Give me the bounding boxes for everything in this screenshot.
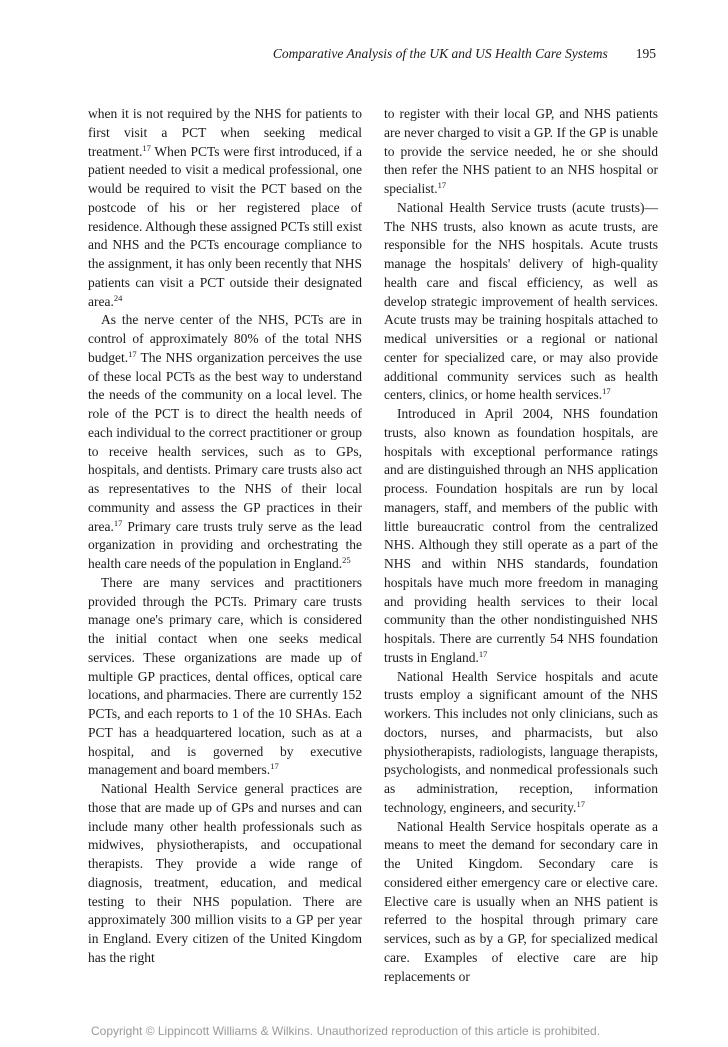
running-header [0, 46, 656, 62]
text-run: When PCTs were first introduced, if a patient needed to visit a medical professional, one would be required to visit the PCT based on the postcode of his or her registered place of residence. Although these assigned PCTs still exist and NHS and the PCTs encourage compliance to the assignment, it has only been recently that NHS patients can visit a PCT outside their designated area. [88, 143, 362, 309]
citation: 17 [142, 142, 151, 153]
text-run: National Health Service general practices are those that are made up of GPs and nurses and can include many other health professionals such as midwives, physiotherapists, and occupational therapists. They provide a wide range of diagnosis, treatment, education, and medical testing to their NHS population. There are approximately 300 million visits to a GP per year in England. Every citizen of the United Kingdom has the right [88, 781, 362, 965]
text-run: National Health Service hospitals and acute trusts employ a significant amount of the NHS workers. This includes not only clinicians, such as doctors, nurses, and pharmacists, but also physiotherapists, radiologists, language therapists, psychologists, and nonmedical professionals such as administration, reception, information technology, engineers, and security. [384, 668, 658, 815]
citation: 24 [113, 292, 123, 303]
text-run: There are many services and practitioners provided through the PCTs. Primary care trusts manage one's primary care, which is considered the initial contact when one seeks medical services. These organizations are made up of multiple GP practices, dental offices, optical care locations, and pharmacies. There are currently 152 PCTs, and each reports to 1 of the 10 SHAs. Each PCT has a headquartered location, such as at a hospital, and is governed by executive management and board members. [88, 574, 362, 778]
text-run: National Health Service trusts (acute trusts)—The NHS trusts, also known as acute trusts, are responsible for the NHS hospitals. Acute trusts manage the hospitals' delivery of high-quality health care and fiscal efficiency, as well as develop strategic improvement of health services. Acute trusts may be training hospitals attached to medical universities or a regional or national center for specialized care, or may also provide additional community services such as health centers, clinics, or home health services. [384, 199, 658, 403]
paragraph [384, 199, 658, 405]
right-column [384, 105, 658, 986]
citation: 25 [342, 555, 351, 565]
citation: 17 [437, 180, 447, 190]
paragraph [88, 780, 362, 968]
paragraph [88, 574, 362, 780]
citation: 17 [602, 386, 611, 397]
copyright-notice: Copyright © Lippincott Williams & Wilkins. Unauthorized reproduction of this article is prohibited. [91, 1024, 601, 1038]
text-run: Introduced in April 2004, NHS foundation trusts, also known as foundation hospitals, are hospitals with exceptional performance ratings and are distinguished through an NHS application process. Foundation hospitals are run by local managers, staff, and members of the public with little bureaucratic control from the centralized NHS. Although they still operate as a part of the NHS and within NHS standards, foundation hospitals have much more freedom in managing and providing health services to their local community than the other nondistinguished NHS hospitals. There are currently 54 NHS foundation trusts in England. [384, 406, 658, 665]
paragraph [384, 668, 658, 818]
citation: 17 [113, 517, 123, 528]
text-run: when it is not required by the NHS for patients to first visit a PCT when seeking medical treatment. [88, 106, 362, 159]
text-run: As the nerve center of the NHS, PCTs are in control of approximately 80% of the total NHS budget. [88, 312, 362, 365]
paragraph [384, 405, 658, 668]
text-run: The NHS organization perceives the use of these local PCTs as the best way to understand the needs of the community on a local level. The role of the PCT is to direct the health needs of each individual to the correct practitioner or group to receive health services, such as to GPs, hospitals, and dentists. Primary care trusts also act as representatives to the NHS of their local community and assess the GP practices in their area. [88, 349, 362, 534]
text-run: National Health Service hospitals operate as a means to meet the demand for secondary care in the United Kingdom. Secondary care is considered either emergency care or elective care. Elective care is usually when an NHS patient is referred to the hospital through primary care services, such as by a GP, for specialized medical care. Examples of elective care are hip replacements or [384, 818, 658, 984]
paragraph [88, 311, 362, 574]
citation: 17 [576, 798, 585, 809]
running-title: Comparative Analysis of the UK and US Health Care Systems [272, 46, 608, 61]
paragraph [88, 105, 362, 311]
citation: 17 [478, 648, 488, 659]
left-column [88, 105, 362, 968]
citation: 17 [270, 761, 279, 772]
paragraph [384, 105, 658, 199]
text-run: Primary care trusts truly serve as the lead organization in providing and orchestrating the health care needs of the population in England. [88, 518, 362, 571]
text-run: to register with their local GP, and NHS patients are never charged to visit a GP. If the GP is unable to provide the service needed, he or she should then refer the NHS patient to an NHS hospital or specialist. [384, 106, 658, 196]
page-number: 195 [635, 46, 656, 61]
citation: 17 [128, 348, 137, 359]
paragraph [384, 818, 658, 987]
